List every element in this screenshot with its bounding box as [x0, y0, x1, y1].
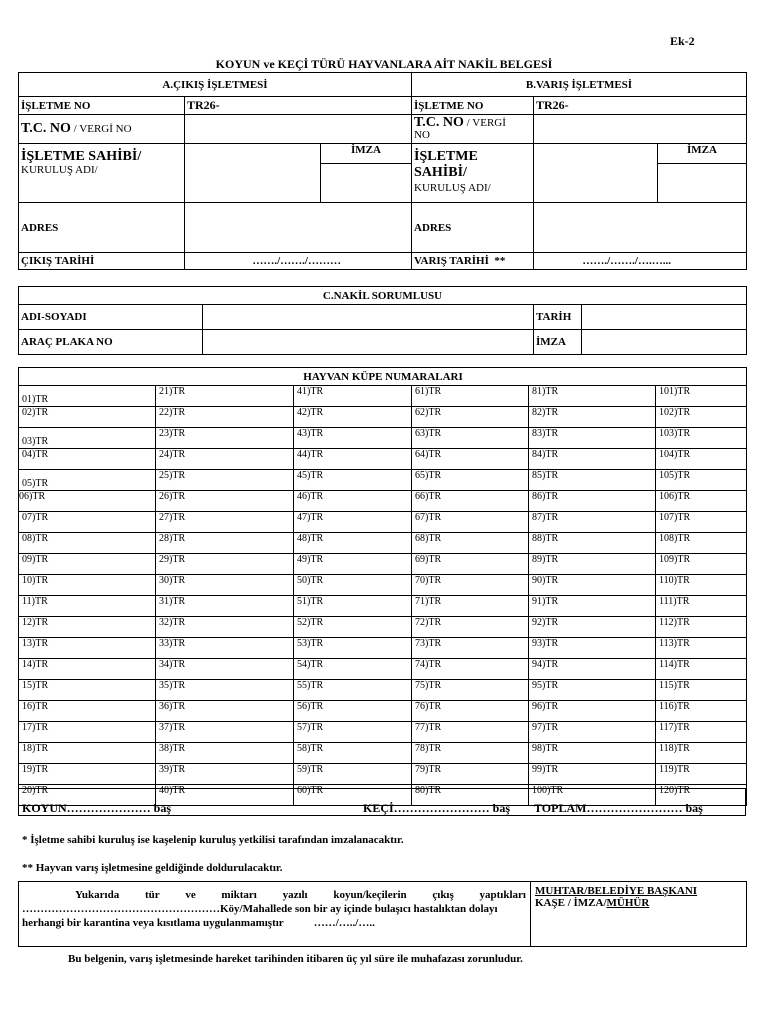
- ear-tag-cell[interactable]: 70)TR: [412, 575, 529, 596]
- ear-tag-cell[interactable]: 92)TR: [529, 617, 656, 638]
- ear-tag-cell[interactable]: 64)TR: [412, 449, 529, 470]
- ear-tag-cell[interactable]: 17)TR: [19, 722, 156, 743]
- ear-tag-cell[interactable]: 20)TR: [19, 785, 156, 806]
- table-row: [19, 701, 747, 722]
- goat-count-field[interactable]: KEÇİ…………………… baş: [363, 801, 511, 815]
- origin-tax-text: / VERGİ NO: [73, 123, 132, 135]
- ear-tag-cell[interactable]: 109)TR: [656, 554, 747, 575]
- ear-tag-cell[interactable]: 28)TR: [156, 533, 294, 554]
- ear-tag-cell[interactable]: 21)TR: [156, 386, 294, 407]
- ear-tag-cell[interactable]: 29)TR: [156, 554, 294, 575]
- ear-tag-cell[interactable]: 79)TR: [412, 764, 529, 785]
- sheep-count-field[interactable]: KOYUN………………… baş: [22, 801, 172, 815]
- origin-sign-field[interactable]: [321, 164, 412, 203]
- table-row: [19, 722, 747, 743]
- ear-tag-cell[interactable]: 16)TR: [19, 701, 156, 722]
- origin-address-field[interactable]: [185, 203, 412, 253]
- ear-tag-cell[interactable]: 88)TR: [529, 533, 656, 554]
- ear-tag-cell[interactable]: 18)TR: [19, 743, 156, 764]
- ear-tag-cell[interactable]: 84)TR: [529, 449, 656, 470]
- ear-tag-cell[interactable]: 65)TR: [412, 470, 529, 491]
- ear-tag-cell[interactable]: 93)TR: [529, 638, 656, 659]
- ear-tag-cell[interactable]: 56)TR: [294, 701, 412, 722]
- ear-tag-cell[interactable]: 42)TR: [294, 407, 412, 428]
- ear-tag-cell[interactable]: 73)TR: [412, 638, 529, 659]
- vehicle-plate-field[interactable]: [203, 330, 534, 355]
- ear-tag-cell[interactable]: 118)TR: [656, 743, 747, 764]
- ear-tag-cell[interactable]: 81)TR: [529, 386, 656, 407]
- authority-seal-text: MÜHÜR: [606, 897, 650, 909]
- ear-tag-cell[interactable]: 105)TR: [656, 470, 747, 491]
- ear-tag-cell[interactable]: 97)TR: [529, 722, 656, 743]
- ear-tag-cell[interactable]: 98)TR: [529, 743, 656, 764]
- origin-tc-field[interactable]: [185, 115, 412, 144]
- table-row: [19, 449, 747, 470]
- retention-notice: Bu belgenin, varış işletmesinde hareket tarihinden itibaren üç yıl süre ile muhafazası zorunludur.: [68, 953, 523, 965]
- ear-tag-cell[interactable]: 63)TR: [412, 428, 529, 449]
- ear-tag-cell[interactable]: 50)TR: [294, 575, 412, 596]
- ear-tag-cell[interactable]: 37)TR: [156, 722, 294, 743]
- ear-tag-cell[interactable]: 57)TR: [294, 722, 412, 743]
- ear-tag-cell[interactable]: 32)TR: [156, 617, 294, 638]
- transport-date-label: TARİH: [534, 305, 582, 330]
- ear-tag-cell[interactable]: 45)TR: [294, 470, 412, 491]
- ear-tag-cell[interactable]: 53)TR: [294, 638, 412, 659]
- origin-date-field[interactable]: ……./……./………: [185, 253, 412, 270]
- ear-tag-cell[interactable]: 10)TR: [19, 575, 156, 596]
- ear-tag-cell[interactable]: 24)TR: [156, 449, 294, 470]
- transport-sign-label: İMZA: [534, 330, 582, 355]
- ear-tag-cell[interactable]: 31)TR: [156, 596, 294, 617]
- table-row: [19, 575, 747, 596]
- destination-date-label: [412, 253, 534, 270]
- ear-tag-cell[interactable]: 30)TR: [156, 575, 294, 596]
- origin-sign-label: İMZA: [321, 144, 412, 164]
- ear-tag-cell[interactable]: 15)TR: [19, 680, 156, 701]
- origin-address-label: ADRES: [19, 203, 185, 253]
- ear-tag-cell[interactable]: 58)TR: [294, 743, 412, 764]
- ear-tag-cell[interactable]: 25)TR: [156, 470, 294, 491]
- authority-signature-area[interactable]: [535, 885, 697, 909]
- total-count-field[interactable]: TOPLAM…………………… baş: [534, 801, 703, 815]
- ear-tag-cell[interactable]: 33)TR: [156, 638, 294, 659]
- declaration-word: ve: [185, 889, 196, 901]
- destination-tc-field[interactable]: [534, 115, 747, 144]
- ear-tag-cell[interactable]: 66)TR: [412, 491, 529, 512]
- ear-tag-cell[interactable]: 46)TR: [294, 491, 412, 512]
- ear-tag-cell[interactable]: 55)TR: [294, 680, 412, 701]
- declaration-word: koyun/keçilerin: [333, 889, 407, 901]
- origin-owner-field[interactable]: [185, 144, 321, 203]
- ear-tag-cell[interactable]: 104)TR: [656, 449, 747, 470]
- table-row: [19, 554, 747, 575]
- destination-farm-no-field[interactable]: TR26-: [534, 97, 747, 115]
- destination-owner-text: İŞLETME: [414, 149, 478, 164]
- ear-tag-cell[interactable]: 22)TR: [156, 407, 294, 428]
- vehicle-plate-label: ARAÇ PLAKA NO: [19, 330, 203, 355]
- ear-tag-cell[interactable]: 110)TR: [656, 575, 747, 596]
- ear-tag-cell[interactable]: 52)TR: [294, 617, 412, 638]
- destination-heading: B.VARIŞ İŞLETMESİ: [412, 73, 747, 97]
- table-row: [19, 638, 747, 659]
- ear-tag-cell[interactable]: 61)TR: [412, 386, 529, 407]
- ear-tag-cell[interactable]: 119)TR: [656, 764, 747, 785]
- ear-tag-cell[interactable]: 103)TR: [656, 428, 747, 449]
- transport-date-field[interactable]: [582, 305, 747, 330]
- ear-tag-cell[interactable]: 49)TR: [294, 554, 412, 575]
- ear-tag-cell[interactable]: 101)TR: [656, 386, 747, 407]
- destination-sign-label: İMZA: [658, 144, 747, 164]
- destination-date-field[interactable]: ……./……./….…...: [534, 253, 747, 270]
- farm-info-table: [18, 72, 747, 270]
- ear-tag-cell[interactable]: 87)TR: [529, 512, 656, 533]
- destination-tax-text-2: NO: [414, 129, 430, 141]
- ear-tag-cell[interactable]: 89)TR: [529, 554, 656, 575]
- ear-tag-cell[interactable]: 69)TR: [412, 554, 529, 575]
- destination-date-mark: **: [494, 255, 506, 267]
- declaration-word: tür: [144, 889, 160, 901]
- destination-tc-label: [412, 115, 534, 144]
- ear-tag-cell[interactable]: 116)TR: [656, 701, 747, 722]
- ear-tag-cell[interactable]: 48)TR: [294, 533, 412, 554]
- ear-tag-cell[interactable]: 106)TR: [656, 491, 747, 512]
- ear-tag-heading: HAYVAN KÜPE NUMARALARI: [19, 368, 747, 386]
- ear-tag-cell[interactable]: 06)TR: [19, 491, 156, 512]
- driver-name-label: ADI-SOYADI: [19, 305, 203, 330]
- declaration-word: yazılı: [282, 889, 308, 901]
- table-row: [19, 386, 747, 407]
- declaration-divider: [530, 882, 531, 946]
- table-row: [19, 407, 747, 428]
- ear-tag-cell[interactable]: 47)TR: [294, 512, 412, 533]
- ear-tag-cell[interactable]: 67)TR: [412, 512, 529, 533]
- ear-tag-cell[interactable]: 95)TR: [529, 680, 656, 701]
- ear-tag-cell[interactable]: 39)TR: [156, 764, 294, 785]
- ear-tag-cell[interactable]: 80)TR: [412, 785, 529, 806]
- origin-owner-label: [19, 144, 185, 203]
- ear-tag-cell[interactable]: 03)TR: [19, 428, 156, 449]
- destination-farm-no-label: İŞLETME NO: [412, 97, 534, 115]
- ear-tag-cell[interactable]: 59)TR: [294, 764, 412, 785]
- destination-owner-label: [412, 144, 534, 203]
- ear-tag-cell[interactable]: 51)TR: [294, 596, 412, 617]
- ear-tag-cell[interactable]: 76)TR: [412, 701, 529, 722]
- ear-tag-cell[interactable]: 34)TR: [156, 659, 294, 680]
- declaration-word: miktarı: [221, 889, 257, 901]
- ear-tag-cell[interactable]: 102)TR: [656, 407, 747, 428]
- origin-heading: A.ÇIKIŞ İŞLETMESİ: [19, 73, 412, 97]
- ear-tag-cell[interactable]: 36)TR: [156, 701, 294, 722]
- ear-tag-cell[interactable]: 62)TR: [412, 407, 529, 428]
- transport-sign-field[interactable]: [582, 330, 747, 355]
- ear-tag-cell[interactable]: 113)TR: [656, 638, 747, 659]
- ear-tag-cell[interactable]: 02)TR: [19, 407, 156, 428]
- table-row: [19, 659, 747, 680]
- destination-tc-text: T.C. NO: [414, 115, 464, 130]
- ear-tag-cell[interactable]: 82)TR: [529, 407, 656, 428]
- ear-tag-cell[interactable]: 08)TR: [19, 533, 156, 554]
- ear-tag-cell[interactable]: 77)TR: [412, 722, 529, 743]
- ear-tag-cell[interactable]: 05)TR: [19, 470, 156, 491]
- origin-date-label: ÇIKIŞ TARİHİ: [19, 253, 185, 270]
- ear-tag-cell[interactable]: 99)TR: [529, 764, 656, 785]
- ear-tag-cell[interactable]: 60)TR: [294, 785, 412, 806]
- table-row: [19, 428, 747, 449]
- table-row: [19, 596, 747, 617]
- destination-date-text: VARIŞ TARİHİ: [414, 255, 489, 267]
- destination-address-field[interactable]: [534, 203, 747, 253]
- table-row: [19, 680, 747, 701]
- ear-tag-cell[interactable]: 115)TR: [656, 680, 747, 701]
- declaration-box: [18, 881, 747, 947]
- ear-tag-cell[interactable]: 75)TR: [412, 680, 529, 701]
- table-row: [19, 491, 747, 512]
- ear-tag-cell[interactable]: 71)TR: [412, 596, 529, 617]
- ear-tag-cell[interactable]: 38)TR: [156, 743, 294, 764]
- ear-tag-cell[interactable]: 120)TR: [656, 785, 747, 806]
- ear-tag-cell[interactable]: 54)TR: [294, 659, 412, 680]
- declaration-word: yaptıkları: [479, 889, 526, 901]
- ear-tag-cell[interactable]: 72)TR: [412, 617, 529, 638]
- ear-tag-cell[interactable]: 43)TR: [294, 428, 412, 449]
- ear-tag-cell[interactable]: 74)TR: [412, 659, 529, 680]
- ear-tag-cell[interactable]: 112)TR: [656, 617, 747, 638]
- declaration-word: Yukarıda: [75, 889, 120, 901]
- ear-tag-cell[interactable]: 108)TR: [656, 533, 747, 554]
- ear-tag-cell[interactable]: 13)TR: [19, 638, 156, 659]
- origin-farm-no-field[interactable]: TR26-: [185, 97, 412, 115]
- ear-tag-cell[interactable]: 96)TR: [529, 701, 656, 722]
- origin-owner-text: İŞLETME SAHİBİ/: [21, 149, 142, 164]
- ear-tag-cell[interactable]: 83)TR: [529, 428, 656, 449]
- ear-tag-cell[interactable]: 100)TR: [529, 785, 656, 806]
- ear-tag-cell[interactable]: 19)TR: [19, 764, 156, 785]
- annex-label: Ek-2: [670, 34, 695, 48]
- transport-heading: C.NAKİL SORUMLUSU: [19, 287, 747, 305]
- destination-sign-field[interactable]: [658, 164, 747, 203]
- table-row: [19, 764, 747, 785]
- ear-tag-cell[interactable]: 94)TR: [529, 659, 656, 680]
- ear-tag-cell[interactable]: 44)TR: [294, 449, 412, 470]
- ear-tag-cell[interactable]: 23)TR: [156, 428, 294, 449]
- ear-tag-cell[interactable]: 07)TR: [19, 512, 156, 533]
- ear-tag-cell[interactable]: 117)TR: [656, 722, 747, 743]
- destination-tax-text: / VERGİ: [466, 117, 506, 129]
- ear-tag-cell[interactable]: 27)TR: [156, 512, 294, 533]
- ear-tag-cell[interactable]: 114)TR: [656, 659, 747, 680]
- ear-tag-cell[interactable]: 14)TR: [19, 659, 156, 680]
- destination-owner-sub: KURULUŞ ADI/: [414, 182, 491, 194]
- origin-farm-no-label: İŞLETME NO: [19, 97, 185, 115]
- ear-tag-cell[interactable]: 78)TR: [412, 743, 529, 764]
- declaration-line-1: [22, 888, 526, 902]
- document-title: KOYUN ve KEÇİ TÜRÜ HAYVANLARA AİT NAKİL BELGESİ: [215, 57, 553, 71]
- ear-tag-cell[interactable]: 09)TR: [19, 554, 156, 575]
- ear-tag-cell[interactable]: 41)TR: [294, 386, 412, 407]
- note-owner-institution: * İşletme sahibi kuruluş ise kaşelenip kuruluş yetkilisi tarafından imzalanacaktır.: [22, 834, 404, 846]
- totals-row: [18, 788, 746, 816]
- origin-owner-sub: KURULUŞ ADI/: [21, 164, 98, 176]
- ear-tag-cell[interactable]: 68)TR: [412, 533, 529, 554]
- ear-tag-cell[interactable]: 107)TR: [656, 512, 747, 533]
- ear-tag-cell[interactable]: 111)TR: [656, 596, 747, 617]
- note-destination-fill: ** Hayvan varış işletmesine geldiğinde doldurulacaktır.: [22, 862, 283, 874]
- destination-owner-text-2: SAHİBİ/: [414, 165, 467, 180]
- table-row: [19, 470, 747, 491]
- table-row: [19, 533, 747, 554]
- table-row: [19, 743, 747, 764]
- ear-tag-cell[interactable]: 12)TR: [19, 617, 156, 638]
- driver-name-field[interactable]: [203, 305, 534, 330]
- ear-tag-cell[interactable]: 40)TR: [156, 785, 294, 806]
- declaration-line-2: ………………………………………………Köy/Mahallede son bir ay içinde bulaşıcı hastalıktan dolayı: [22, 903, 498, 915]
- ear-tag-cell[interactable]: 86)TR: [529, 491, 656, 512]
- ear-tag-table: [18, 367, 747, 806]
- ear-tag-cell[interactable]: 85)TR: [529, 470, 656, 491]
- ear-tag-cell[interactable]: 91)TR: [529, 596, 656, 617]
- origin-tc-text: T.C. NO: [21, 121, 71, 136]
- ear-tag-cell[interactable]: 90)TR: [529, 575, 656, 596]
- ear-tag-cell[interactable]: 11)TR: [19, 596, 156, 617]
- declaration-line-3[interactable]: herhangi bir karantina veya kısıtlama uygulanmamıştır ……/…../…..: [22, 917, 375, 929]
- ear-tag-cell[interactable]: 04)TR: [19, 449, 156, 470]
- authority-title: MUHTAR/BELEDİYE BAŞKANI: [535, 885, 698, 897]
- ear-tag-cell[interactable]: 26)TR: [156, 491, 294, 512]
- transport-table: [18, 286, 747, 355]
- origin-tc-label: [19, 115, 185, 144]
- table-row: [19, 617, 747, 638]
- ear-tag-cell[interactable]: 01)TR: [19, 386, 156, 407]
- destination-address-label: ADRES: [412, 203, 534, 253]
- table-row: [19, 512, 747, 533]
- ear-tag-cell[interactable]: 35)TR: [156, 680, 294, 701]
- declaration-text: [22, 888, 526, 930]
- destination-owner-field[interactable]: [534, 144, 658, 203]
- authority-stamp-label: [535, 897, 697, 909]
- authority-stamp-text: KAŞE / İMZA/: [535, 897, 607, 909]
- declaration-word: çıkış: [432, 889, 454, 901]
